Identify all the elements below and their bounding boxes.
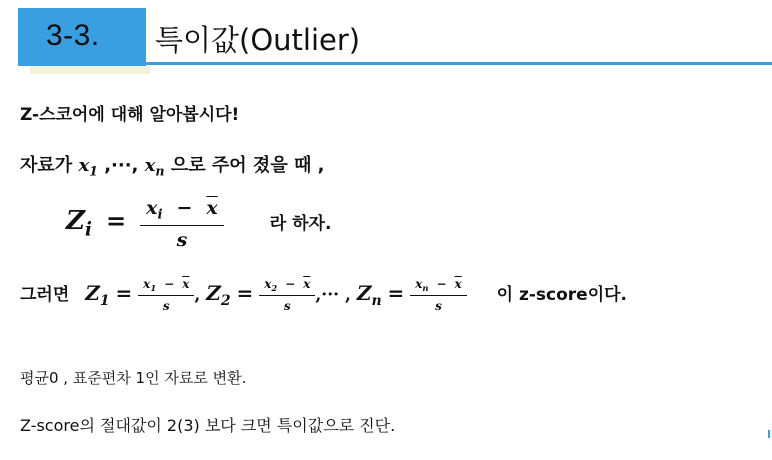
diagnosis-note: Z-score의 절대값이 2(3) 보다 크면 특이값으로 진단. bbox=[20, 416, 396, 435]
formula-equals: = bbox=[105, 206, 127, 236]
then-prefix: 그러면 bbox=[20, 284, 70, 305]
zn-symbol: $Z_n$ bbox=[356, 280, 382, 309]
intro-text: Z-스코어에 대해 알아봅시다! bbox=[20, 105, 240, 125]
data-suffix: 으로 주어 졌을 때 , bbox=[164, 155, 325, 176]
z1-symbol: $Z_1$ bbox=[85, 280, 110, 309]
z2-equals: = bbox=[236, 280, 254, 305]
z-ellipsis: ,··· , bbox=[315, 284, 351, 305]
comma-1: , bbox=[194, 284, 201, 305]
data-definition-line bbox=[20, 151, 324, 178]
transform-note: 평균0 , 표준편차 1인 자료로 변환. bbox=[20, 369, 247, 387]
formula-tail: 라 하자. bbox=[269, 214, 332, 235]
section-box-shadow bbox=[30, 66, 150, 74]
title-underline bbox=[18, 62, 772, 65]
data-prefix: 자료가 bbox=[20, 155, 79, 176]
z1-equals: = bbox=[115, 280, 133, 305]
x1-symbol: $x_1$ bbox=[78, 155, 98, 179]
z2-symbol: $Z_2$ bbox=[206, 280, 231, 309]
data-ellipsis: ,···, bbox=[97, 155, 145, 176]
z1-fraction: $\frac{x_1 - \overline{x}}{s}$ bbox=[138, 277, 194, 313]
zn-equals: = bbox=[387, 280, 405, 305]
formula-lhs: $Z_i$ bbox=[66, 206, 92, 241]
z2-fraction: $\frac{x_2 - \overline{x}}{s}$ bbox=[259, 277, 315, 313]
header-margin bbox=[0, 0, 18, 66]
then-tail: 이 z-score이다. bbox=[496, 284, 628, 305]
section-number: 3-3. bbox=[46, 19, 100, 52]
xn-symbol: $x_n$ bbox=[144, 155, 165, 179]
edge-marker bbox=[768, 430, 770, 438]
zn-fraction: $\frac{x_n - \overline{x}}{s}$ bbox=[410, 277, 466, 313]
section-title: 특이값(Outlier) bbox=[155, 23, 361, 57]
z-score-formula bbox=[66, 197, 331, 251]
formula-fraction: $\frac{x_i - \overline{x}}{s}$ bbox=[140, 197, 224, 251]
z-scores-line bbox=[20, 277, 627, 313]
